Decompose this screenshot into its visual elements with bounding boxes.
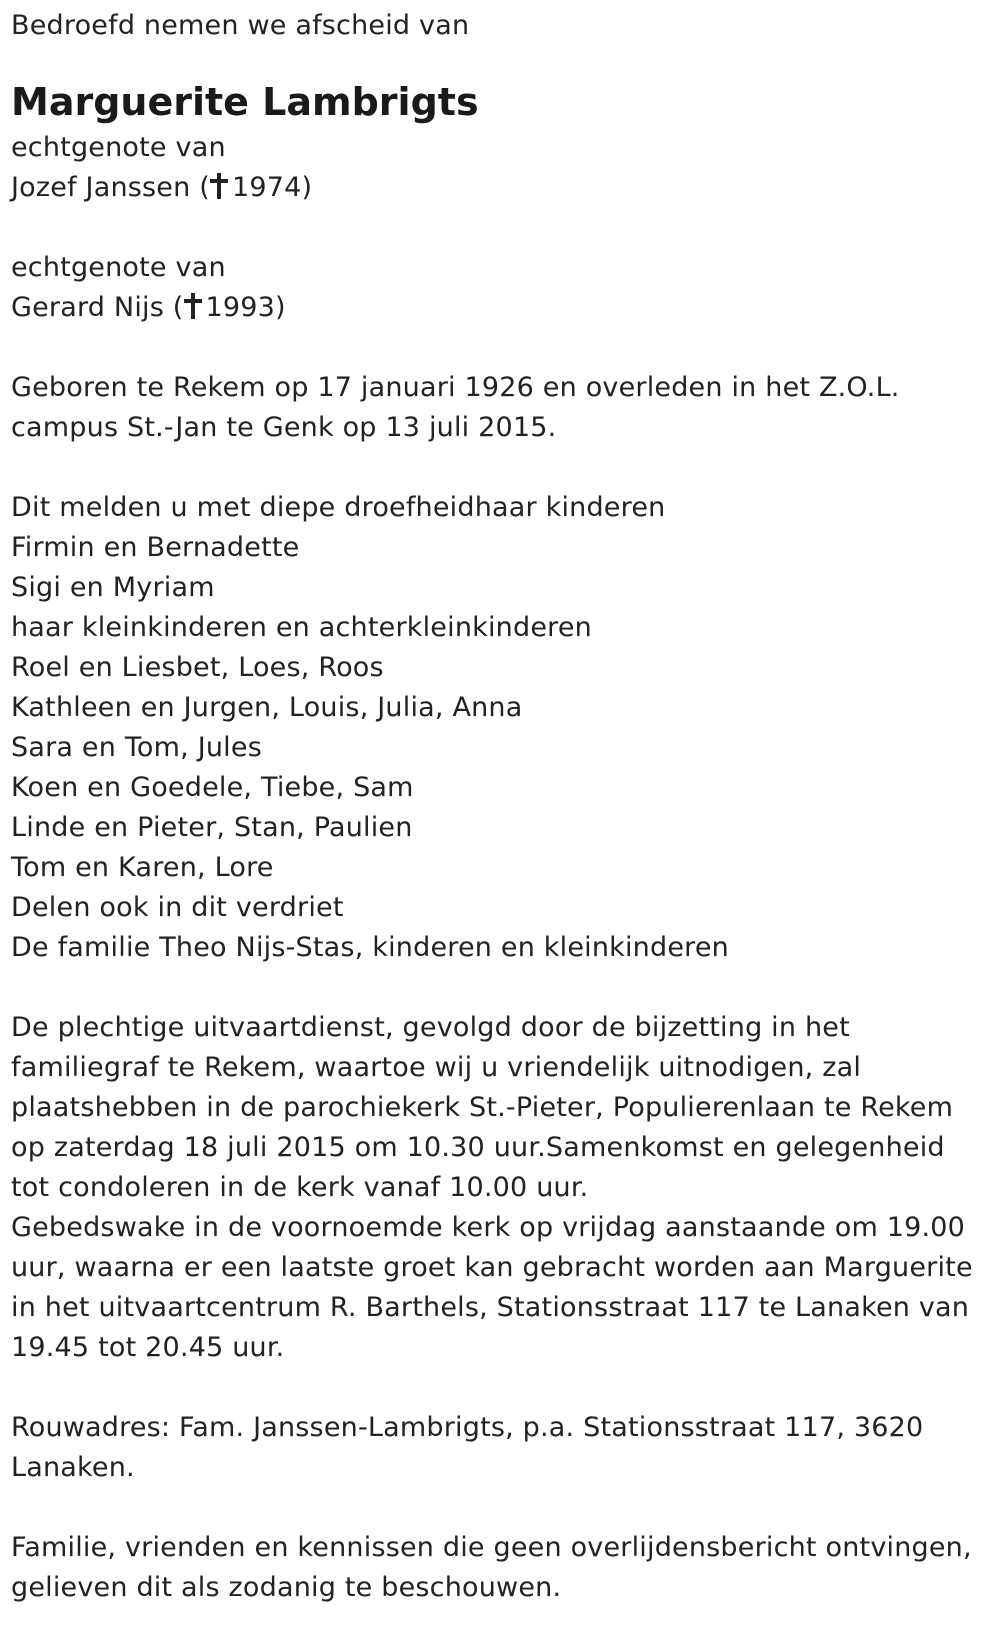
funeral-paragraph: De plechtige uitvaartdienst, gevolgd door de bijzetting in het familiegraf te Rekem, waartoe wij u vriendelijk uitnodigen, zal plaatshebben in de parochiekerk St.-Pieter, Populierenlaan te Rekem op zaterdag 18 juli 2015 om 10.30 uur.Samenkomst en gelegenheid tot condoleren in de kerk vanaf 10.00 uur. xyxy=(11,1012,954,1203)
spouse-name-text: Gerard Nijs ( xyxy=(11,292,184,323)
deceased-name: Marguerite Lambrigts xyxy=(11,80,479,124)
obituary-notice xyxy=(11,6,991,1608)
intro-text: Bedroefd nemen we afscheid van xyxy=(11,10,470,41)
cross-icon xyxy=(184,293,202,319)
birth-death-paragraph: Geboren te Rekem op 17 januari 1926 en overleden in het Z.O.L. campus St.-Jan te Genk op 13 juli 2015. xyxy=(11,372,900,443)
spacer xyxy=(11,328,991,368)
spouse-death-year: 1993) xyxy=(205,292,286,323)
spouse-death-year: 1974) xyxy=(231,172,313,203)
family-line: Sigi en Myriam xyxy=(11,572,215,603)
spacer xyxy=(11,208,991,248)
family-line: Kathleen en Jurgen, Louis, Julia, Anna xyxy=(11,692,523,723)
spouse-name-2 xyxy=(11,288,991,328)
family-line: Sara en Tom, Jules xyxy=(11,732,262,763)
spacer xyxy=(11,1488,991,1528)
spacer xyxy=(11,1368,991,1408)
family-line: haar kleinkinderen en achterkleinkinderen xyxy=(11,612,592,643)
closing-paragraph: Familie, vrienden en kennissen die geen overlijdensbericht ontvingen, gelieven dit als zodanig te beschouwen. xyxy=(11,1532,972,1603)
cross-icon xyxy=(210,173,228,199)
family-line: Dit melden u met diepe droefheidhaar kinderen xyxy=(11,492,666,523)
spouse-relation-2: echtgenote van xyxy=(11,252,226,283)
family-line: Linde en Pieter, Stan, Paulien xyxy=(11,812,413,843)
family-line: Firmin en Bernadette xyxy=(11,532,300,563)
spouse-relation-1: echtgenote van xyxy=(11,132,226,163)
family-list xyxy=(11,488,991,968)
spouse-name-text: Jozef Janssen ( xyxy=(11,172,210,203)
family-line: Roel en Liesbet, Loes, Roos xyxy=(11,652,384,683)
spacer xyxy=(11,968,991,1008)
spouse-name-1 xyxy=(11,168,991,208)
address-paragraph: Rouwadres: Fam. Janssen-Lambrigts, p.a. Stationsstraat 117, 3620 Lanaken. xyxy=(11,1412,924,1483)
family-line: Tom en Karen, Lore xyxy=(11,852,274,883)
spacer xyxy=(11,448,991,488)
family-line: De familie Theo Nijs-Stas, kinderen en kleinkinderen xyxy=(11,932,729,963)
family-line: Koen en Goedele, Tiebe, Sam xyxy=(11,772,414,803)
family-line: Delen ook in dit verdriet xyxy=(11,892,344,923)
wake-paragraph: Gebedswake in de voornoemde kerk op vrijdag aanstaande om 19.00 uur, waarna er een laatste groet kan gebracht worden aan Marguerite in het uitvaartcentrum R. Barthels, Stationsstraat 117 te Lanaken van 19.45 tot 20.45 uur. xyxy=(11,1212,973,1363)
